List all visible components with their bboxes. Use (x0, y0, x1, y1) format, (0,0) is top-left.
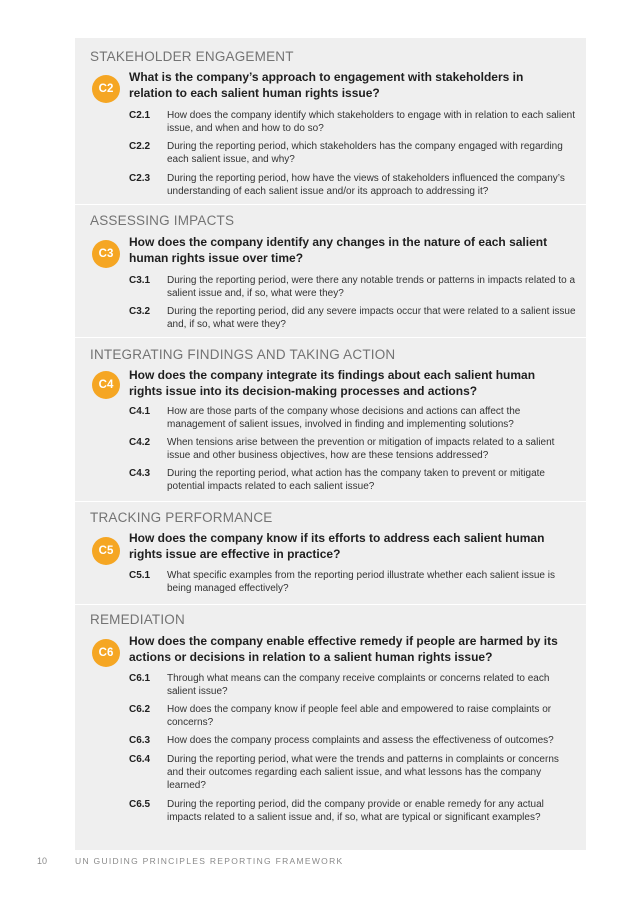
section-tracking-performance (75, 501, 586, 604)
badge-c4: C4 (92, 371, 120, 399)
page-number: 10 (37, 856, 48, 866)
question-item (129, 672, 569, 698)
item-code: C6.1 (129, 673, 151, 684)
item-text: During the reporting period, were there any notable trends or patterns in impacts related to a salient issue and, if so, what were they? (167, 275, 576, 299)
section-question: How does the company identify any changes in the nature of each salient human rights issue over time? (129, 235, 548, 265)
question-item (129, 753, 569, 793)
item-text: During the reporting period, did the company provide or enable remedy for any actual impacts related to a salient issue and, if so, what are typical or significant examples? (167, 799, 544, 823)
question-item (129, 569, 569, 595)
question-item (129, 405, 569, 431)
question-item (129, 703, 569, 729)
item-code: C6.3 (129, 735, 151, 746)
question-item (129, 172, 569, 198)
question-item (129, 467, 569, 493)
item-text: What specific examples from the reporting period illustrate whether each salient issue is being managed effectively? (167, 570, 555, 594)
footer-title: UN GUIDING PRINCIPLES REPORTING FRAMEWORK (75, 856, 344, 866)
item-code: C4.2 (129, 437, 151, 448)
section-stakeholder-engagement (75, 38, 586, 204)
section-question: How does the company enable effective remedy if people are harmed by its actions or decisions in relation to a salient human rights issue? (129, 634, 558, 664)
section-heading: TRACKING PERFORMANCE (90, 510, 273, 525)
item-text: During the reporting period, which stakeholders has the company engaged with regarding each salient issue, and why? (167, 141, 563, 165)
item-code: C4.3 (129, 468, 151, 479)
badge-c3: C3 (92, 240, 120, 268)
section-question: What is the company’s approach to engagement with stakeholders in relation to each salient human rights issue? (129, 70, 524, 100)
item-text: How does the company know if people feel able and empowered to raise complaints or concerns? (167, 704, 552, 728)
section-heading: REMEDIATION (90, 612, 185, 627)
item-code: C2.1 (129, 110, 151, 121)
item-text: During the reporting period, did any severe impacts occur that were related to a salient issue and, if so, what were they? (167, 306, 576, 330)
item-text: During the reporting period, what were the trends and patterns in complaints or concerns and their outcomes regarding each salient issue, and what lessons has the company learned? (167, 754, 559, 791)
item-code: C3.1 (129, 275, 151, 286)
section-assessing-impacts (75, 204, 586, 337)
section-question: How does the company know if its efforts to address each salient human rights issue are effective in practice? (129, 531, 545, 561)
question-item (129, 436, 569, 462)
item-code: C3.2 (129, 306, 151, 317)
section-integrating-findings (75, 337, 586, 501)
question-item (129, 734, 569, 748)
item-text: During the reporting period, what action has the company taken to prevent or mitigate potential impacts related to each salient issue? (167, 468, 545, 492)
badge-c5: C5 (92, 537, 120, 565)
badge-c6: C6 (92, 639, 120, 667)
item-code: C6.4 (129, 754, 151, 765)
content-panel (75, 38, 586, 850)
item-code: C2.3 (129, 173, 151, 184)
question-item (129, 798, 569, 838)
question-item (129, 140, 569, 166)
item-code: C6.2 (129, 704, 151, 715)
section-heading: STAKEHOLDER ENGAGEMENT (90, 49, 294, 64)
question-item (129, 109, 576, 135)
item-text: Through what means can the company receive complaints or concerns related to each salient issue? (167, 673, 550, 697)
section-heading: INTEGRATING FINDINGS AND TAKING ACTION (90, 347, 396, 362)
item-text: How does the company process complaints and assess the effectiveness of outcomes? (167, 735, 554, 746)
item-code: C5.1 (129, 570, 151, 581)
section-question: How does the company integrate its findings about each salient human rights issue into its decision-making processes and actions? (129, 368, 536, 398)
question-item (129, 274, 576, 300)
item-text: How does the company identify which stakeholders to engage with in relation to each salient issue, and when and how to do so? (167, 110, 576, 134)
item-code: C4.1 (129, 406, 151, 417)
section-remediation (75, 604, 586, 850)
item-text: How are those parts of the company whose decisions and actions can affect the management of salient issues, involved in finding and implementing solutions? (167, 406, 521, 430)
item-text: During the reporting period, how have the views of stakeholders influenced the company’s understanding of each salient issue and/or its approach to addressing it? (167, 173, 565, 197)
section-heading: ASSESSING IMPACTS (90, 213, 235, 228)
item-text: When tensions arise between the prevention or mitigation of impacts related to a salient issue and other business objectives, how are these tensions addressed? (167, 437, 555, 461)
question-item (129, 305, 576, 331)
item-code: C6.5 (129, 799, 151, 810)
badge-c2: C2 (92, 75, 120, 103)
item-code: C2.2 (129, 141, 151, 152)
